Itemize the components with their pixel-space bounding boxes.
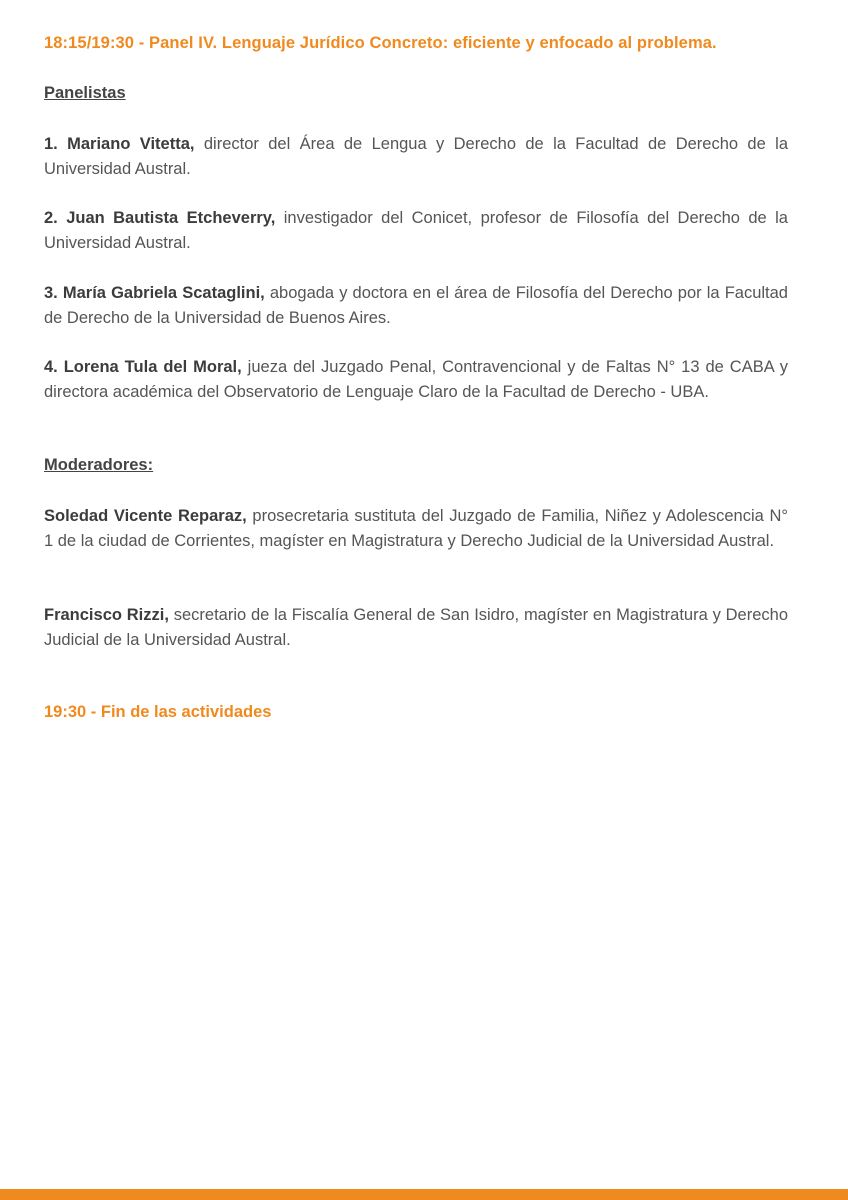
moderator-description: secretario de la Fiscalía General de San Isidro, magíster en Magistratura y Derecho Judicial de la Universidad Austral.: [44, 606, 788, 649]
panel-title: 18:15/19:30 - Panel IV. Lenguaje Jurídico Concreto: eficiente y enfocado al problema.: [44, 34, 717, 52]
panelists-heading: Panelistas: [44, 84, 126, 102]
panelist-entry-2: [44, 206, 788, 256]
moderator-entry-2: [44, 603, 788, 653]
panelist-entry-1: [44, 132, 788, 182]
moderator-name: Francisco Rizzi,: [44, 606, 169, 624]
footer-accent-bar: [0, 1189, 848, 1200]
panelist-name: 4. Lorena Tula del Moral,: [44, 358, 242, 376]
moderator-entry-1: [44, 504, 788, 554]
panelist-entry-4: [44, 355, 788, 405]
panelist-name: 2. Juan Bautista Etcheverry,: [44, 209, 276, 227]
panelist-entry-3: [44, 281, 788, 331]
moderator-description: prosecretaria sustituta del Juzgado de Familia, Niñez y Adolescencia N° 1 de la ciudad de Corrientes, magíster en Magistratura y Derecho Judicial de la Universidad Austral.: [44, 507, 789, 550]
panelist-description: abogada y doctora en el área de Filosofía del Derecho por la Facultad de Derecho de la Universidad de Buenos Aires.: [44, 284, 788, 327]
panelist-name: 1. Mariano Vitetta,: [44, 135, 195, 153]
moderators-heading: Moderadores:: [44, 456, 154, 474]
closing-time: 19:30 - Fin de las actividades: [44, 703, 272, 721]
panelist-name: 3. María Gabriela Scataglini,: [44, 284, 265, 302]
panelist-description: director del Área de Lengua y Derecho de la Facultad de Derecho de la Universidad Austral.: [44, 135, 788, 178]
moderator-name: Soledad Vicente Reparaz,: [44, 507, 247, 525]
panelist-description: jueza del Juzgado Penal, Contravencional y de Faltas N° 13 de CABA y directora académica del Observatorio de Lenguaje Claro de la Facultad de Derecho - UBA.: [44, 358, 789, 401]
panelist-description: investigador del Conicet, profesor de Filosofía del Derecho de la Universidad Austral.: [44, 209, 788, 252]
